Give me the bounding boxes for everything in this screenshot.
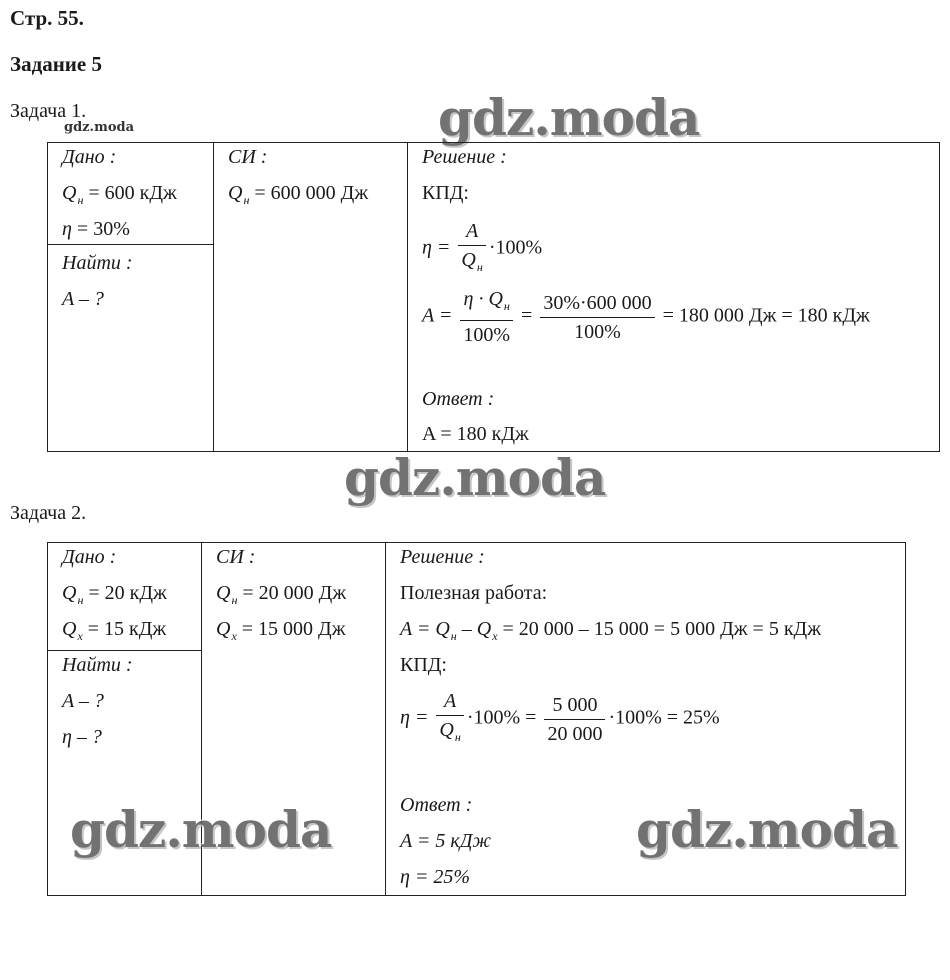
- answer-line: A = 5 кДж: [400, 830, 492, 852]
- given-line: η = 30%: [62, 218, 130, 240]
- problem-1-title: Задача 1.: [10, 100, 87, 122]
- row-divider: [47, 650, 202, 651]
- find-line: η – ?: [62, 726, 102, 748]
- si-header: СИ :: [228, 146, 268, 168]
- answer-header: Ответ :: [422, 388, 495, 410]
- watermark-small: gdz.moda: [64, 120, 135, 135]
- column-divider: [385, 542, 386, 896]
- si-line: $Q_х = 15$ 000 Дж: [216, 618, 346, 643]
- watermark: gdz.moda: [70, 800, 332, 859]
- kpd-label: КПД:: [400, 654, 447, 676]
- answer-header: Ответ :: [400, 794, 473, 816]
- find-line: A – ?: [62, 288, 104, 310]
- watermark: gdz.moda: [438, 88, 700, 147]
- watermark: gdz.moda: [636, 800, 898, 859]
- efficiency-formula: η = $\frac{A}{Q_н}$ ·100% = $\frac{5 000}{20 000}$ ·100% = 25%: [400, 690, 720, 745]
- solution-header: Решение :: [422, 146, 507, 168]
- given-line: $Q_н = 20$ кДж: [62, 582, 167, 607]
- si-line: $Q_н = 20$ 000 Дж: [216, 582, 347, 607]
- column-divider: [407, 142, 408, 452]
- kpd-label: КПД:: [422, 182, 469, 204]
- task-title: Задание 5: [10, 52, 102, 76]
- given-line: $Q_х = 15$ кДж: [62, 618, 167, 643]
- given-header: Дано :: [62, 546, 117, 568]
- given-header: Дано :: [62, 146, 117, 168]
- solution-header: Решение :: [400, 546, 485, 568]
- page-reference: Стр. 55.: [10, 6, 84, 30]
- answer-line: A = 180 кДж: [422, 423, 529, 445]
- given-line: $Q_н = 600$ кДж: [62, 182, 177, 207]
- work-formula: A = $\frac{\eta \cdot Q_н}{100\%}$ = $\frac{30\%\cdot 600 000}{100\%}$ = 180 000 Дж = 180 кДж: [422, 288, 870, 346]
- efficiency-formula: η = $\frac{A}{Q_н}$ ·100%: [422, 220, 543, 274]
- work-formula: $A = Q_н - Q_х = 20$ 000 – 15 000 = 5 000 Дж = 5 кДж: [400, 618, 822, 643]
- problem-2-title: Задача 2.: [10, 502, 87, 524]
- column-divider: [213, 142, 214, 452]
- find-header: Найти :: [62, 252, 133, 274]
- find-line: A – ?: [62, 690, 104, 712]
- si-line: $Q_н = 600$ 000 Дж: [228, 182, 369, 207]
- find-header: Найти :: [62, 654, 133, 676]
- si-header: СИ :: [216, 546, 256, 568]
- watermark: gdz.moda: [344, 448, 606, 507]
- row-divider: [47, 244, 214, 245]
- useful-work-label: Полезная работа:: [400, 582, 548, 604]
- answer-line: η = 25%: [400, 866, 471, 888]
